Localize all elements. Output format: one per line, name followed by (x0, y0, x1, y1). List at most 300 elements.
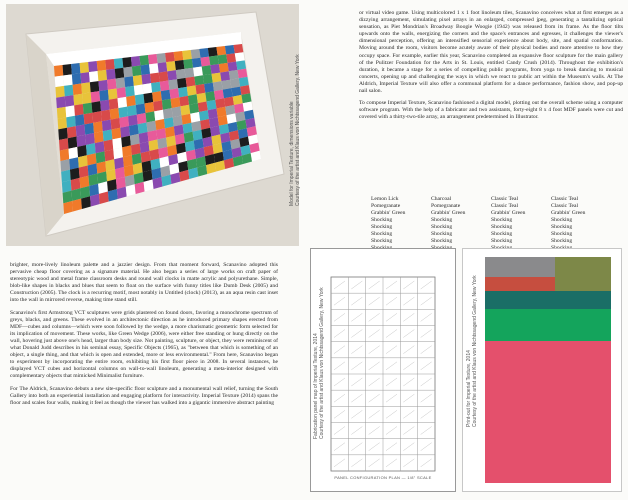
floor-tile (241, 93, 251, 103)
sketch-diagonal-mark (386, 313, 397, 321)
floor-tile (152, 91, 162, 102)
floor-tile (161, 90, 171, 101)
floor-tile (86, 143, 96, 155)
sketch-diagonal-mark (369, 297, 380, 305)
tile-list-cell: Shocking (551, 217, 573, 223)
floor-tile (71, 63, 80, 74)
floor-tile (92, 101, 102, 113)
floor-tile (176, 69, 186, 79)
floor-tile (167, 70, 177, 80)
sketch-diagonal-mark (386, 394, 397, 402)
paragraph: Scanavino's first Armstrong VCT sculptures were grids plastered on found doors, favoring a monochrome spectrum of greys, blacks, and greens. These evolved in an architectonic direction as he introduced primary shapes erected from MDF—cubes and columns—which were soon followed by the wedge, a more charismatic geometric form selected for its implication of movement. These works, like Green Wedge (2006), were either free standing or hung directly on the wall, hovering just above one's head, larger than body size. Not painting, sculpture, or object, they were reminiscent of what Donald Judd describes in his seminal essay, Specific Objects (1965), as "between that which is something of an object, a single thing, and that which is open and extended, more or less environmental." From here, Scanavino began to experiment by incorporating the entire room, exhibiting his first floor piece in 2008. In several instances, he displayed VCT cubes and horizontal columns on wall-to-wall linoleum, generating a meta-interior designed with complementary objects that mimicked Minimalist furniture. (10, 309, 278, 380)
tile-list-cell: Pomegranate (431, 203, 461, 209)
sketch-diagonal-mark (421, 346, 432, 354)
floor-tile (224, 97, 234, 107)
sketch-diagonal-mark (403, 297, 414, 305)
floor-tile (80, 62, 89, 73)
floor-tile (109, 98, 119, 109)
color-block-pink (485, 341, 611, 483)
floor-tile (133, 75, 143, 86)
tile-list-cell: Shocking (431, 231, 453, 237)
floor-tile (74, 104, 83, 116)
floor-tile (168, 79, 178, 90)
floor-tile (131, 143, 141, 155)
floor-tile (228, 62, 238, 72)
floor-tile (233, 95, 243, 105)
floor-tile (69, 157, 79, 169)
floor-tile (93, 121, 103, 133)
floor-tile (125, 86, 135, 97)
floor-tile (139, 55, 149, 66)
floor-tile (154, 110, 164, 121)
floor-tile (217, 107, 227, 117)
floor-tile (67, 126, 76, 138)
paragraph: For The Aldrich, Scanavino debuts a new site-specific floor sculpture and a monumental wall relief, turning the South Gallery into both an experiential installation and engaging platform for interactivity. Imperial Texture (2014) spans the floor and scales four walls, making it feel as though the viewer has walked into a gigantic immersive abstract painting (10, 385, 278, 406)
panel-grid-drawing (311, 249, 455, 491)
floor-tile (81, 82, 90, 93)
floor-tile (184, 68, 194, 78)
floor-tile (94, 131, 104, 143)
sketch-diagonal-mark (369, 281, 380, 289)
sketch-diagonal-mark (351, 313, 362, 321)
tile-list-row (371, 224, 611, 231)
tile-list-cell: Grabbin' Green (491, 210, 526, 216)
floor-tile (102, 120, 112, 132)
floor-tile (63, 74, 72, 86)
sketch-diagonal-mark (421, 410, 432, 418)
floor-tile (183, 123, 193, 134)
floor-tile (105, 59, 114, 70)
floor-tile (132, 66, 142, 77)
sketch-diagonal-mark (369, 459, 380, 467)
sketch-diagonal-mark (386, 459, 397, 467)
sketch-diagonal-mark (351, 427, 362, 435)
sketch-diagonal-mark (351, 281, 362, 289)
floor-tile (66, 116, 75, 128)
floor-tile (171, 97, 181, 108)
floor-tile (110, 108, 120, 119)
floor-tile (124, 76, 134, 87)
sketch-diagonal-mark (386, 427, 397, 435)
sketch-footer: PANEL CONFIGURATION PLAN — 1/8" SCALE (334, 475, 432, 480)
floor-tile (205, 91, 215, 101)
floor-tile (123, 67, 133, 78)
floor-tile (198, 102, 208, 113)
color-block-olive (555, 257, 611, 291)
floor-tile (183, 59, 193, 69)
sketch-diagonal-mark (334, 427, 345, 435)
floor-tile (73, 94, 82, 106)
floor-tile (207, 100, 217, 110)
floor-tile (79, 166, 89, 178)
floor-tile (126, 95, 136, 106)
floor-tile (100, 100, 110, 111)
floor-tile (177, 78, 187, 88)
floor-tile (236, 60, 246, 70)
floor-tile (225, 105, 235, 115)
installation-model-photo (6, 4, 299, 246)
floor-tile (103, 130, 113, 142)
floor-tile (121, 136, 131, 148)
floor-tile (164, 117, 174, 128)
essay-right-column (359, 10, 623, 126)
floor-tile (214, 90, 224, 100)
floor-tile (182, 114, 192, 125)
floor-tile (122, 145, 132, 157)
floor-tile (135, 94, 145, 105)
floor-tile (174, 125, 184, 136)
floor-tile (65, 95, 74, 107)
floor-tile (63, 64, 72, 75)
floor-tile (111, 118, 121, 130)
floor-tile (226, 53, 236, 63)
tile-list-row (371, 217, 611, 224)
floor-tile (189, 103, 199, 114)
panel-configuration-sketch (310, 248, 456, 492)
floor-tile (203, 74, 213, 84)
tile-list-row (371, 196, 611, 203)
tile-list-row (371, 231, 611, 238)
floor-tile (84, 113, 94, 125)
paragraph: To compose Imperial Texture, Scanavino fashioned a digital model, plotting out the overall scheme using a computer software program. With the help of a fabricator and two assistants, forty-eight 8 x 4 foot MDF panels were cut and covered with a thirty-two-tile array, an arrangement predetermined in Illustrator. (359, 100, 623, 121)
tile-list-cell: Grabbin' Green (371, 210, 406, 216)
floor-tile (96, 161, 106, 173)
sketch-diagonal-mark (334, 459, 345, 467)
sketch-diagonal-mark (386, 378, 397, 386)
sketch-diagonal-mark (386, 410, 397, 418)
floor-tile (221, 80, 231, 90)
sketch-diagonal-mark (334, 362, 345, 370)
sketch-diagonal-mark (369, 313, 380, 321)
sketch-diagonal-mark (351, 378, 362, 386)
tile-list-cell: Classic Teal (551, 203, 579, 209)
floor-tile (83, 103, 92, 115)
floor-tile (233, 44, 243, 53)
floor-tile (153, 100, 163, 111)
floor-tile (208, 47, 218, 57)
color-block-gray (485, 257, 555, 277)
floor-tile (150, 73, 160, 84)
tile-list-cell: Shocking (371, 217, 393, 223)
floor-tile (84, 123, 94, 135)
sketch-diagonal-mark (386, 281, 397, 289)
sketch-diagonal-mark (403, 281, 414, 289)
floor-tile (182, 50, 192, 60)
floor-tile (212, 73, 222, 83)
floor-tile (172, 106, 182, 117)
floor-tile (200, 57, 210, 67)
tile-list-row (371, 210, 611, 217)
sketch-diagonal-mark (421, 427, 432, 435)
floor-tile (136, 104, 146, 115)
floor-tile (90, 81, 99, 92)
floor-tile (82, 92, 91, 104)
floor-tile (174, 51, 184, 61)
floor-tile (112, 138, 122, 150)
floor-tile (218, 54, 228, 64)
sketch-diagonal-mark (403, 394, 414, 402)
floor-tile (54, 65, 63, 77)
floor-tile (85, 133, 95, 145)
tile-list-cell: Shocking (431, 238, 453, 244)
floor-tile (175, 60, 185, 70)
floor-tile (134, 85, 144, 96)
floor-tile (202, 65, 212, 75)
floor-tile (225, 45, 235, 54)
color-block-green (485, 309, 611, 341)
sketch-diagonal-mark (403, 427, 414, 435)
floor-tile (75, 114, 84, 126)
floor-tile (107, 79, 117, 90)
floor-tile (98, 80, 107, 91)
floor-tile (192, 58, 202, 68)
floor-tile (173, 116, 183, 127)
floor-tile (55, 75, 64, 87)
paragraph: brighter, more-lively linoleum palette and a jazzier design. From that moment forward, Scanavino adopted this pervasive cheap floor covering as a signature material. He also began a series of large works on craft paper of stereotypic wood and metal frame classroom desks and round wall clocks in matte acrylic and polyurethane. Simple, blob-like shapes in blacks and blues that seem to float on the surface with funny titles like Dumb Desk (2005) and Construction (2005). The clock is a recurring motif, most notably in Untitled (clock) (2013), as an aqua resin cast inset into the wall in mirrored reverse, making time stand still. (10, 262, 278, 304)
floor-tile (128, 115, 138, 126)
sketch-diagonal-mark (351, 459, 362, 467)
floor-tile (165, 126, 175, 137)
floor-tile (122, 57, 132, 68)
tile-list-cell: Grabbin' Green (551, 210, 586, 216)
floor-tile (131, 56, 141, 67)
tile-list-cell: Shocking (491, 217, 513, 223)
tile-list-cell: Shocking (551, 224, 573, 230)
floor-tile (80, 72, 89, 83)
sketch-diagonal-mark (334, 443, 345, 451)
floor-tile (213, 81, 223, 91)
sketch-diagonal-mark (369, 346, 380, 354)
color-block-teal (485, 291, 611, 309)
floor-tile (191, 49, 201, 59)
floor-tile (210, 64, 220, 74)
sketch-diagonal-mark (386, 330, 397, 338)
sketch-diagonal-mark (421, 378, 432, 386)
swatch-caption: Print-out for Imperial Texture, 2014 Courtesy of the artist and Klaus von Nichtssagend Gallery, New York (466, 275, 478, 427)
floor-tile (59, 138, 68, 150)
floor-tile (148, 130, 158, 141)
sketch-diagonal-mark (369, 410, 380, 418)
floor-tile (223, 88, 233, 98)
floor-tile (139, 132, 149, 143)
floor-tile (178, 87, 188, 98)
floor-tile (78, 155, 88, 167)
sketch-diagonal-mark (421, 281, 432, 289)
sketch-diagonal-mark (369, 330, 380, 338)
sketch-diagonal-mark (421, 443, 432, 451)
sketch-diagonal-mark (334, 346, 345, 354)
floor-tile (73, 84, 82, 96)
floor-tile (145, 111, 155, 122)
floor-tile (230, 78, 240, 88)
floor-tile (115, 68, 125, 79)
floor-tile (138, 123, 148, 134)
tile-list-cell: Classic Teal (491, 203, 519, 209)
sketch-diagonal-mark (403, 346, 414, 354)
floor-tile (239, 77, 249, 87)
floor-tile (117, 87, 127, 98)
tile-list-cell: Shocking (551, 238, 573, 244)
sketch-diagonal-mark (351, 410, 362, 418)
sketch-diagonal-mark (351, 362, 362, 370)
floor-tile (220, 71, 230, 81)
floor-tile (235, 52, 245, 61)
floor-tile (166, 61, 176, 71)
floor-tile (64, 85, 73, 97)
floor-tile (104, 139, 114, 151)
floor-tile (120, 126, 130, 138)
sketch-diagonal-mark (351, 346, 362, 354)
tile-list-cell: Shocking (371, 231, 393, 237)
tile-list-cell: Classic Teal (491, 196, 519, 202)
model-box-illustration (6, 4, 299, 246)
floor-tile (188, 94, 198, 105)
sketch-diagonal-mark (351, 394, 362, 402)
sketch-diagonal-mark (351, 297, 362, 305)
sketch-diagonal-mark (334, 297, 345, 305)
sketch-diagonal-mark (403, 459, 414, 467)
floor-tile (143, 93, 153, 104)
floor-tile (137, 113, 147, 124)
floor-tile (60, 149, 70, 161)
floor-tile (114, 58, 123, 69)
sketch-diagonal-mark (369, 362, 380, 370)
essay-left-column (10, 262, 278, 412)
sketch-diagonal-mark (403, 443, 414, 451)
floor-tile (101, 110, 111, 122)
sketch-diagonal-mark (369, 427, 380, 435)
floor-tile (140, 142, 150, 154)
paragraph: or virtual video game. Using multicolored 1 x 1 foot linoleum tiles, Scanavino conceives what at first emerges as a dizzying arrangement, simulating pixel arrays in an enlarged, compressed jpeg, generating a tantalizing optical sensation, as Piet Mondrian's Broadway Boogie Woogie (1942) was released from its frame. As the floor tilts upwards onto the walls, energizing the corners and the space's entrances and egresses, it challenges the viewer's dimensional perception, offering an intensified sensorial experience about body, site, and spatial conformation. Moving around the room, visitors become acutely aware of their physical bodies and more attentive to how they occupy space. For example, earlier this year, Scanavino completed an expansive floor sculpture for the main gallery of the Pulitzer Foundation for the Arts in St. Louis, entitled Candy Crush (2014). Throughout the exhibition's duration, it became a stage for a series of compelling public programs, from yoga to break dancing to musical concerts, opening up and challenging the ways in which we react to public art within the Museum's walls. At The Aldrich, Imperial Texture will also offer a communal platform for a dance performance, fashion show, and pop-up nail salon. (359, 10, 623, 95)
tile-list-cell: Pomegranate (371, 203, 401, 209)
sketch-diagonal-mark (334, 281, 345, 289)
sketch-diagonal-mark (334, 378, 345, 386)
sketch-diagonal-mark (369, 443, 380, 451)
sketch-diagonal-mark (369, 394, 380, 402)
sketch-diagonal-mark (386, 443, 397, 451)
floor-tile (95, 141, 105, 153)
floor-tile (169, 88, 179, 99)
floor-tile (96, 151, 106, 163)
floor-tile (119, 116, 129, 127)
color-printout (462, 248, 622, 492)
floor-tile (158, 62, 168, 72)
floor-tile (117, 97, 127, 108)
tile-list-cell: Shocking (491, 238, 513, 244)
sketch-diagonal-mark (421, 313, 432, 321)
floor-tile (231, 87, 241, 97)
floor-tile (55, 86, 64, 98)
sketch-diagonal-mark (403, 362, 414, 370)
floor-tile (61, 170, 71, 183)
floor-tile (160, 81, 170, 92)
tile-list-cell: Shocking (431, 224, 453, 230)
floor-tile (56, 96, 65, 108)
floor-tile (58, 128, 67, 140)
floor-tile (156, 128, 166, 139)
sketch-diagonal-mark (334, 394, 345, 402)
tile-list-cell: Lemon Lick (371, 196, 399, 202)
floor-tile (89, 71, 98, 82)
sketch-diagonal-mark (386, 297, 397, 305)
sketch-caption: Fabrication panel map of Imperial Texture, 2014 Courtesy of the artist and Klaus von Nichtssagend Gallery, New York (313, 287, 325, 439)
floor-tile (195, 84, 205, 94)
sketch-diagonal-mark (403, 313, 414, 321)
floor-tile (179, 96, 189, 107)
color-block-red-top (485, 277, 555, 291)
sketch-diagonal-mark (334, 313, 345, 321)
sketch-diagonal-mark (421, 362, 432, 370)
floor-tile (240, 85, 250, 95)
sketch-diagonal-mark (334, 330, 345, 338)
floor-tile (60, 159, 70, 172)
sketch-diagonal-mark (369, 378, 380, 386)
floor-tile (104, 149, 114, 161)
tile-list-cell: Shocking (371, 224, 393, 230)
floor-tile (204, 83, 214, 93)
floor-tile (141, 74, 151, 85)
color-block-printout (463, 249, 621, 491)
floor-tile (98, 70, 107, 81)
floor-tile (199, 110, 209, 121)
floor-tile (190, 112, 200, 123)
tile-list-cell: Shocking (431, 217, 453, 223)
floor-tile (148, 54, 158, 64)
floor-tile (88, 163, 98, 175)
floor-tile (57, 107, 66, 119)
floor-tile (92, 111, 102, 123)
floor-tile (165, 52, 175, 62)
floor-tile (127, 105, 137, 116)
floor-tile (87, 153, 97, 165)
floor-tile (144, 102, 154, 113)
floor-tile (106, 69, 115, 80)
floor-tile (208, 109, 218, 120)
floor-tile (91, 91, 100, 102)
floor-tile (66, 105, 75, 117)
floor-tile (237, 69, 247, 79)
floor-tile (163, 108, 173, 119)
floor-tile (197, 93, 207, 103)
sketch-diagonal-mark (421, 459, 432, 467)
tile-list-cell: Classic Teal (551, 196, 579, 202)
floor-tile (108, 88, 118, 99)
tile-list-cell: Charcoal (431, 196, 452, 202)
sketch-diagonal-mark (403, 330, 414, 338)
sketch-diagonal-mark (403, 410, 414, 418)
tile-list-cell: Shocking (551, 231, 573, 237)
tile-list-row (371, 203, 611, 210)
floor-tile (159, 71, 169, 82)
floor-tile (68, 147, 78, 159)
sketch-diagonal-mark (421, 394, 432, 402)
floor-tile (149, 63, 159, 74)
tile-list-cell: Shocking (491, 231, 513, 237)
floor-tile (68, 137, 78, 149)
floor-tile (112, 128, 122, 140)
floor-tile (58, 117, 67, 129)
floor-tile (157, 53, 167, 63)
floor-tile (180, 105, 190, 116)
floor-tile (77, 135, 87, 147)
tile-list-cell: Shocking (371, 238, 393, 244)
sketch-diagonal-mark (421, 330, 432, 338)
floor-tile (142, 83, 152, 94)
floor-tile (229, 70, 239, 80)
tile-list-row (371, 238, 611, 245)
photo-caption: Model for Imperial Texture, dimensions variable Courtesy of the artist and Klaus von Nichtssagend Gallery, New York (289, 54, 301, 206)
floor-tile (72, 73, 81, 84)
